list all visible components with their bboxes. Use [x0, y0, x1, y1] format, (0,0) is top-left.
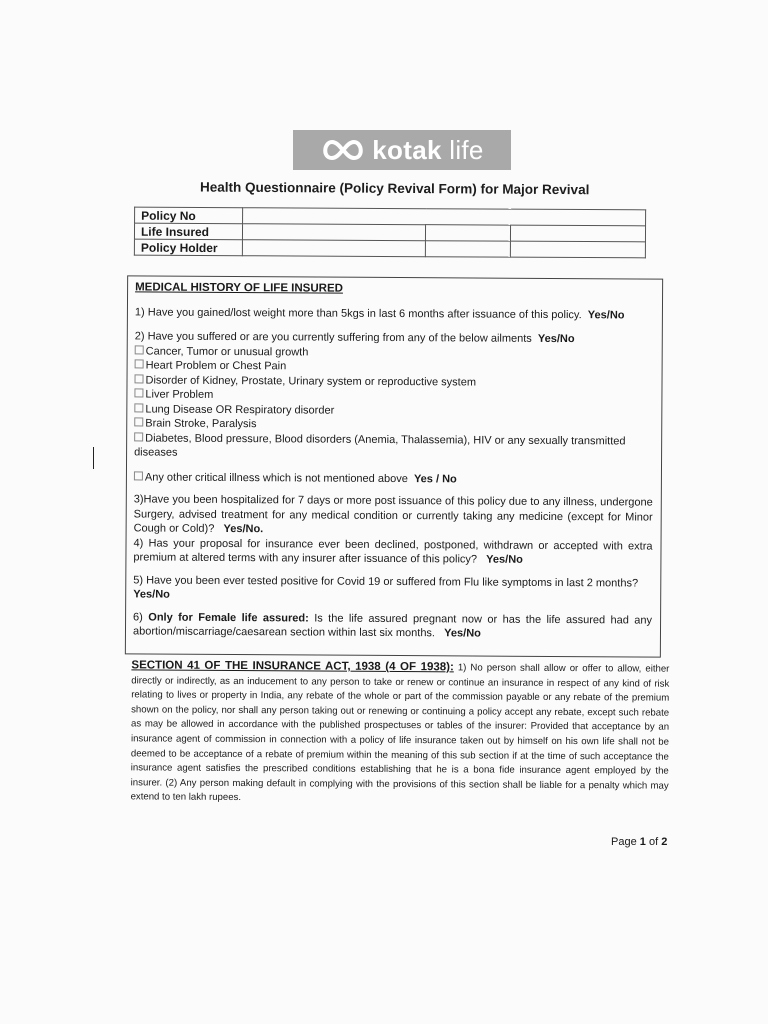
question-6-prefix: 6): [133, 610, 143, 623]
question-5-yes-no[interactable]: Yes/No: [133, 588, 170, 601]
question-3: [134, 492, 653, 539]
policy-holder-label: Policy Holder: [134, 239, 242, 256]
checkbox-icon[interactable]: [134, 403, 143, 412]
question-1-text: 1) Have you gained/lost weight more than 5kgs in last 6 months after issuance of this policy.: [134, 305, 582, 321]
section-41-block: [131, 658, 670, 808]
section-41-heading: SECTION 41 OF THE INSURANCE ACT, 1938 (4 OF 1938):: [131, 659, 454, 674]
page-current: 1: [639, 836, 646, 848]
logo-text-light: life: [449, 134, 484, 165]
list-item: [134, 431, 653, 463]
question-2-text: 2) Have you suffered or are you currently suffering from any of the below ailments: [134, 330, 532, 345]
ailment-label: Cancer, Tumor or unusual growth: [145, 344, 309, 358]
question-1-yes-no[interactable]: Yes/No: [587, 308, 625, 321]
question-4-text: 4) Has your proposal for insurance ever been declined, postponed, withdrawn or accepted with extra premium at altered terms with any insurer after issuance of this policy?: [133, 536, 653, 566]
question-1: [135, 305, 654, 323]
kotak-infinity-logo-icon: [320, 139, 366, 161]
section-41-body: 1) No person shall allow or offer to allow, either directly or indirectly, as an inducement to any person to take or renew or continue an insurance in respect of any kind of risk relating to lives or property in India, any rebate of the whole or part of the commission payable or any rebate of the premium shown on the policy, nor shall any person taking out or renewing or continuing a policy accept any rebate, except such rebate as may be allowed in accordance with the published prospectuses or tables of the insurer: Provided that acceptance by an insurance agent of commission in connection with a policy of life insurance taken out by himself on his own life shall not be deemed to be acceptance of a rebate of premium within the meaning of this sub section if at the time of such acceptance the insurance agent satisfies the prescribed conditions establishing that he is a bona fide insurance agent employed by the insurer. (2) Any person making default in complying with the provisions of this section shall be liable for a penalty which may extend to ten lakh rupees.: [130, 662, 670, 804]
policy-holder-field-3[interactable]: [510, 241, 645, 258]
life-insured-field-2[interactable]: [425, 225, 510, 241]
ailment-label: Diabetes, Blood pressure, Blood disorders (Anemia, Thalassemia), HIV or any sexually transmitted diseases: [134, 431, 626, 459]
question-6-yes-no[interactable]: Yes/No: [444, 627, 481, 640]
life-insured-field-3[interactable]: [510, 225, 645, 242]
of-word: of: [648, 836, 659, 848]
ailment-list: [134, 344, 654, 463]
policy-details-table: [134, 207, 646, 259]
page-word: Page: [611, 836, 637, 848]
other-illness-text: Any other critical illness which is not mentioned above: [144, 470, 408, 485]
policy-no-label: Policy No: [135, 207, 243, 224]
medical-history-heading: MEDICAL HISTORY OF LIFE INSURED: [135, 281, 343, 295]
question-3-yes-no[interactable]: Yes/No.: [223, 522, 264, 536]
page-number: [611, 836, 667, 848]
question-5: [133, 573, 652, 605]
ailment-label: Brain Stroke, Paralysis: [145, 417, 257, 431]
life-insured-field[interactable]: [242, 224, 425, 241]
ailment-label: Disorder of Kidney, Prostate, Urinary system or reproductive system: [145, 373, 477, 388]
margin-pen-mark: [93, 447, 94, 469]
question-3-text: 3)Have you been hospitalized for 7 days or more post issuance of this policy due to any illness, undergone Surgery, advised treatment for any medical condition or currently taking any medicine (except for Minor Cough or Cold)?: [133, 493, 653, 535]
question-6: [133, 610, 652, 642]
policy-holder-field-2[interactable]: [425, 241, 510, 257]
question-4-yes-no[interactable]: Yes/No: [486, 553, 523, 566]
question-6-bold: Only for Female life assured:: [148, 611, 309, 624]
question-5-text: 5) Have you been ever tested positive for Covid 19 or suffered from Flu like symptoms in last 2 months?: [133, 573, 639, 589]
question-4: [133, 536, 652, 568]
question-2-yes-no[interactable]: Yes/No: [537, 332, 575, 346]
checkbox-icon[interactable]: [134, 432, 143, 441]
medical-history-box: [125, 275, 663, 657]
logo-text-bold: kotak: [372, 134, 442, 165]
other-illness-yes-no[interactable]: Yes / No: [413, 472, 457, 485]
ailment-label: Liver Problem: [145, 388, 214, 401]
other-illness-question: [134, 470, 653, 488]
form-title: Health Questionnaire (Policy Revival Form) for Major Revival: [199, 179, 590, 198]
checkbox-icon[interactable]: [134, 471, 143, 480]
question-6-text: Is the life assured pregnant now or has the life assured had any abortion/miscarriage/caesarean section within last six months.: [132, 612, 653, 640]
page-total: 2: [661, 836, 668, 848]
checkbox-icon[interactable]: [135, 374, 144, 383]
table-row: [134, 239, 645, 258]
ailment-label: Heart Problem or Chest Pain: [145, 359, 287, 373]
life-insured-label: Life Insured: [134, 223, 242, 240]
logo-wordmark: [372, 135, 483, 166]
checkbox-icon[interactable]: [134, 388, 143, 397]
policy-holder-field[interactable]: [242, 240, 425, 257]
checkbox-icon[interactable]: [135, 359, 144, 368]
ailment-label: Lung Disease OR Respiratory disorder: [145, 402, 335, 417]
checkbox-icon[interactable]: [134, 417, 143, 426]
checkbox-icon[interactable]: [135, 345, 144, 354]
kotak-life-logo: [293, 130, 511, 170]
